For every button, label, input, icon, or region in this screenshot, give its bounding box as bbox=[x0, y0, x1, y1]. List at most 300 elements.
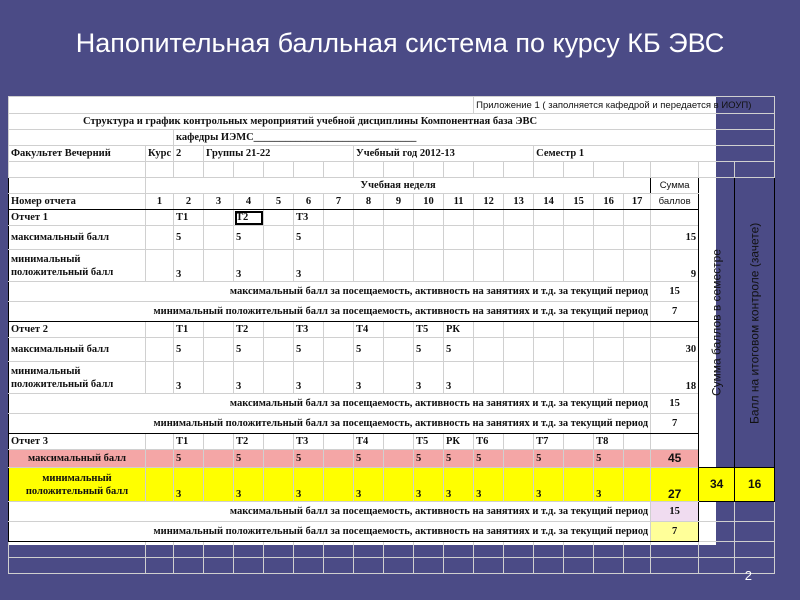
min-cell[interactable]: 3 bbox=[414, 362, 444, 394]
max-cell[interactable]: 5 bbox=[534, 450, 564, 468]
blank-cell[interactable] bbox=[444, 542, 474, 558]
max-cell[interactable] bbox=[146, 338, 174, 362]
min-cell[interactable] bbox=[474, 362, 504, 394]
blank-cell[interactable] bbox=[234, 542, 264, 558]
blank-cell[interactable] bbox=[294, 558, 324, 574]
min-cell[interactable]: 3 bbox=[354, 362, 384, 394]
report-number-header[interactable]: Номер отчета bbox=[9, 194, 146, 210]
task-cell[interactable] bbox=[384, 322, 414, 338]
task-cell[interactable] bbox=[594, 210, 624, 226]
max-cell[interactable]: 5 bbox=[414, 338, 444, 362]
min-cell[interactable] bbox=[594, 250, 624, 282]
max-cell[interactable]: 5 bbox=[174, 338, 204, 362]
max-cell[interactable] bbox=[564, 450, 594, 468]
min-cell[interactable]: 3 bbox=[294, 468, 324, 502]
groups-cell[interactable]: Группы 21-22 bbox=[204, 146, 354, 162]
max-cell[interactable]: 5 bbox=[174, 450, 204, 468]
task-cell[interactable]: Т3 bbox=[294, 434, 324, 450]
task-cell[interactable] bbox=[504, 434, 534, 450]
blank-cell[interactable] bbox=[594, 558, 624, 574]
blank-cell[interactable] bbox=[384, 558, 414, 574]
blank-cell[interactable] bbox=[264, 542, 294, 558]
max-cell[interactable] bbox=[384, 226, 414, 250]
max-cell[interactable] bbox=[534, 338, 564, 362]
min-cell[interactable] bbox=[384, 362, 414, 394]
min-sum[interactable]: 18 bbox=[651, 362, 699, 394]
task-cell[interactable] bbox=[624, 210, 651, 226]
table-row bbox=[9, 226, 775, 250]
cell[interactable] bbox=[204, 162, 234, 178]
task-cell[interactable] bbox=[146, 322, 174, 338]
max-label[interactable]: максимальный балл bbox=[9, 450, 146, 468]
task-cell[interactable]: Т2 bbox=[234, 210, 264, 226]
year-cell[interactable]: Учебный год 2012-13 bbox=[354, 146, 534, 162]
blank-cell[interactable] bbox=[234, 558, 264, 574]
min-cell[interactable] bbox=[324, 250, 354, 282]
course-value[interactable]: 2 bbox=[174, 146, 204, 162]
cell[interactable] bbox=[414, 162, 444, 178]
blank-cell[interactable] bbox=[204, 558, 234, 574]
task-cell[interactable]: РК bbox=[444, 322, 474, 338]
week-number[interactable]: 5 bbox=[264, 194, 294, 210]
task-cell[interactable] bbox=[384, 434, 414, 450]
task-cell[interactable] bbox=[204, 210, 234, 226]
task-cell[interactable] bbox=[594, 322, 624, 338]
week-number[interactable]: 8 bbox=[354, 194, 384, 210]
task-cell[interactable] bbox=[444, 210, 474, 226]
max-cell[interactable] bbox=[624, 450, 651, 468]
week-number[interactable]: 14 bbox=[534, 194, 564, 210]
final-header[interactable]: Балл на итоговом контроле (зачете) bbox=[735, 178, 775, 468]
min-label-line-2: положительный балл bbox=[11, 266, 114, 278]
max-cell[interactable]: 5 bbox=[414, 450, 444, 468]
min-cell[interactable] bbox=[384, 250, 414, 282]
min-cell[interactable]: 3 bbox=[234, 468, 264, 502]
week-number[interactable]: 7 bbox=[324, 194, 354, 210]
max-cell[interactable] bbox=[384, 338, 414, 362]
blank-cell[interactable] bbox=[564, 558, 594, 574]
max-cell[interactable]: 5 bbox=[354, 450, 384, 468]
cell[interactable] bbox=[9, 162, 146, 178]
blank-cell[interactable] bbox=[624, 558, 651, 574]
attendance-min-value[interactable]: 7 bbox=[651, 522, 699, 542]
cell[interactable] bbox=[624, 162, 651, 178]
min-cell[interactable] bbox=[504, 362, 534, 394]
week-number[interactable]: 16 bbox=[594, 194, 624, 210]
cell[interactable] bbox=[504, 162, 534, 178]
min-cell[interactable] bbox=[264, 468, 294, 502]
task-cell[interactable] bbox=[204, 322, 234, 338]
cell[interactable] bbox=[174, 162, 204, 178]
cell[interactable] bbox=[699, 162, 735, 178]
blank-cell[interactable] bbox=[414, 558, 444, 574]
min-cell[interactable]: 3 bbox=[594, 468, 624, 502]
max-cell[interactable] bbox=[474, 226, 504, 250]
blank-cell[interactable] bbox=[699, 542, 735, 558]
cell[interactable] bbox=[534, 162, 564, 178]
max-cell[interactable] bbox=[504, 450, 534, 468]
blank-cell[interactable] bbox=[534, 558, 564, 574]
task-cell[interactable]: Т4 bbox=[354, 434, 384, 450]
max-cell[interactable]: 5 bbox=[234, 226, 264, 250]
max-cell[interactable] bbox=[204, 450, 234, 468]
min-label-line-1: минимальный bbox=[11, 365, 81, 377]
blank-cell[interactable] bbox=[384, 542, 414, 558]
max-cell[interactable]: 5 bbox=[174, 226, 204, 250]
task-cell[interactable] bbox=[204, 434, 234, 450]
max-label[interactable]: максимальный балл bbox=[9, 226, 146, 250]
max-cell[interactable]: 5 bbox=[594, 450, 624, 468]
min-cell[interactable] bbox=[504, 468, 534, 502]
min-cell[interactable]: 3 bbox=[234, 362, 264, 394]
task-cell[interactable] bbox=[324, 210, 354, 226]
blank-cell[interactable] bbox=[699, 558, 735, 574]
max-cell[interactable] bbox=[444, 226, 474, 250]
blank-cell[interactable] bbox=[414, 542, 444, 558]
max-cell[interactable] bbox=[384, 450, 414, 468]
min-label-line-2: положительный балл bbox=[25, 485, 129, 497]
max-cell[interactable] bbox=[564, 338, 594, 362]
blank-cell[interactable] bbox=[146, 558, 174, 574]
cell[interactable] bbox=[324, 162, 354, 178]
max-cell[interactable]: 5 bbox=[474, 450, 504, 468]
cell[interactable] bbox=[474, 162, 504, 178]
min-cell[interactable] bbox=[354, 250, 384, 282]
blank-cell[interactable] bbox=[204, 542, 234, 558]
max-cell[interactable] bbox=[504, 338, 534, 362]
week-header[interactable]: Учебная неделя bbox=[146, 178, 651, 194]
min-cell[interactable]: 3 bbox=[174, 468, 204, 502]
blank-cell[interactable] bbox=[354, 558, 384, 574]
cell[interactable] bbox=[294, 162, 324, 178]
blank-cell[interactable] bbox=[504, 542, 534, 558]
min-cell[interactable] bbox=[146, 468, 174, 502]
table-row bbox=[9, 338, 775, 362]
cell[interactable] bbox=[651, 162, 699, 178]
max-cell[interactable] bbox=[564, 226, 594, 250]
task-cell[interactable] bbox=[324, 434, 354, 450]
max-cell[interactable] bbox=[146, 450, 174, 468]
min-cell[interactable]: 3 bbox=[444, 468, 474, 502]
week-number[interactable]: 10 bbox=[414, 194, 444, 210]
max-cell[interactable] bbox=[624, 338, 651, 362]
cell[interactable] bbox=[444, 162, 474, 178]
max-cell[interactable]: 5 bbox=[234, 450, 264, 468]
final-min[interactable]: 16 bbox=[735, 468, 775, 502]
blank-cell[interactable] bbox=[146, 542, 174, 558]
note-cell[interactable]: Приложение 1 ( заполняется кафедрой и передается в ИОУП) bbox=[474, 97, 775, 114]
spreadsheet bbox=[8, 96, 762, 545]
max-cell[interactable] bbox=[264, 226, 294, 250]
attendance-max-label[interactable]: максимальный балл за посещаемость, активность на занятиях и т.д. за текущий период bbox=[9, 394, 651, 414]
max-sum[interactable]: 45 bbox=[651, 450, 699, 468]
min-cell[interactable] bbox=[204, 362, 234, 394]
min-sum[interactable]: 9 bbox=[651, 250, 699, 282]
report-name[interactable]: Отчет 3 bbox=[9, 434, 146, 450]
task-cell[interactable] bbox=[264, 434, 294, 450]
min-cell[interactable] bbox=[534, 362, 564, 394]
table-row bbox=[9, 178, 775, 194]
min-cell[interactable] bbox=[564, 468, 594, 502]
semester-min[interactable]: 34 bbox=[699, 468, 735, 502]
min-cell[interactable] bbox=[384, 468, 414, 502]
min-cell[interactable]: 3 bbox=[234, 250, 264, 282]
task-cell[interactable] bbox=[534, 322, 564, 338]
attendance-min-value[interactable]: 7 bbox=[651, 302, 699, 322]
sum-header[interactable]: Сумма bbox=[651, 178, 699, 194]
min-label[interactable] bbox=[9, 250, 146, 282]
blank-cell[interactable] bbox=[699, 522, 735, 542]
max-cell[interactable] bbox=[414, 226, 444, 250]
max-cell[interactable] bbox=[324, 450, 354, 468]
blank-cell[interactable] bbox=[294, 542, 324, 558]
max-cell[interactable]: 5 bbox=[294, 450, 324, 468]
task-cell[interactable]: Т2 bbox=[234, 434, 264, 450]
blank-cell[interactable] bbox=[564, 542, 594, 558]
min-cell[interactable]: 3 bbox=[474, 468, 504, 502]
task-cell[interactable] bbox=[354, 210, 384, 226]
max-cell[interactable] bbox=[264, 450, 294, 468]
attendance-min-label[interactable]: минимальный положительный балл за посещаемость, активность на занятиях и т.д. за текущий период bbox=[9, 414, 651, 434]
min-cell[interactable] bbox=[204, 250, 234, 282]
report-name[interactable]: Отчет 1 bbox=[9, 210, 146, 226]
blank-cell[interactable] bbox=[474, 542, 504, 558]
table-row bbox=[9, 558, 775, 574]
table-row bbox=[9, 282, 775, 302]
max-cell[interactable]: 5 bbox=[294, 226, 324, 250]
max-sum[interactable]: 15 bbox=[651, 226, 699, 250]
cell[interactable] bbox=[594, 162, 624, 178]
blank-cell[interactable] bbox=[651, 558, 699, 574]
week-number[interactable]: 12 bbox=[474, 194, 504, 210]
max-cell[interactable] bbox=[594, 338, 624, 362]
min-cell[interactable] bbox=[624, 362, 651, 394]
task-cell[interactable]: Т6 bbox=[474, 434, 504, 450]
attendance-min-label[interactable]: минимальный положительный балл за посещаемость, активность на занятиях и т.д. за текущий период bbox=[9, 302, 651, 322]
blank-cell[interactable] bbox=[324, 558, 354, 574]
attendance-max-value[interactable]: 15 bbox=[651, 502, 699, 522]
table-row bbox=[9, 97, 775, 114]
min-label[interactable] bbox=[9, 362, 146, 394]
blank-cell[interactable] bbox=[9, 558, 146, 574]
min-cell[interactable] bbox=[564, 250, 594, 282]
max-cell[interactable] bbox=[474, 338, 504, 362]
task-cell[interactable] bbox=[564, 210, 594, 226]
min-cell[interactable]: 3 bbox=[294, 250, 324, 282]
max-cell[interactable]: 5 bbox=[444, 338, 474, 362]
semester-sum-header[interactable]: Сумма баллов в семестре bbox=[699, 178, 735, 468]
max-cell[interactable]: 5 bbox=[294, 338, 324, 362]
attendance-max-value[interactable]: 15 bbox=[651, 394, 699, 414]
week-number[interactable]: 9 bbox=[384, 194, 414, 210]
task-cell[interactable]: Т3 bbox=[294, 210, 324, 226]
task-cell[interactable]: Т7 bbox=[534, 434, 564, 450]
task-cell[interactable]: РК bbox=[444, 434, 474, 450]
min-cell[interactable]: 3 bbox=[174, 250, 204, 282]
blank-cell[interactable] bbox=[474, 558, 504, 574]
min-cell[interactable] bbox=[414, 250, 444, 282]
min-cell[interactable] bbox=[264, 362, 294, 394]
cell[interactable] bbox=[354, 162, 384, 178]
max-cell[interactable] bbox=[324, 226, 354, 250]
blank-cell[interactable] bbox=[174, 542, 204, 558]
min-cell[interactable] bbox=[324, 362, 354, 394]
min-cell[interactable]: 3 bbox=[534, 468, 564, 502]
blank-cell[interactable] bbox=[735, 542, 775, 558]
task-cell[interactable]: Т1 bbox=[174, 210, 204, 226]
blank-cell[interactable] bbox=[735, 558, 775, 574]
week-number[interactable]: 11 bbox=[444, 194, 474, 210]
week-number[interactable]: 1 bbox=[146, 194, 174, 210]
week-number[interactable]: 6 bbox=[294, 194, 324, 210]
attendance-max-value[interactable]: 15 bbox=[651, 282, 699, 302]
blank-cell[interactable] bbox=[354, 542, 384, 558]
max-cell[interactable]: 5 bbox=[234, 338, 264, 362]
blank-cell[interactable] bbox=[174, 558, 204, 574]
task-cell[interactable] bbox=[414, 210, 444, 226]
structure-title[interactable]: Структура и график контрольных мероприятий учебной дисциплины Компонентная база ЭВС bbox=[9, 114, 775, 130]
week-number[interactable]: 15 bbox=[564, 194, 594, 210]
max-cell[interactable]: 5 bbox=[354, 338, 384, 362]
min-cell[interactable] bbox=[474, 250, 504, 282]
min-cell[interactable]: 3 bbox=[294, 362, 324, 394]
min-sum[interactable]: 27 bbox=[651, 468, 699, 502]
min-cell[interactable] bbox=[204, 468, 234, 502]
max-cell[interactable] bbox=[534, 226, 564, 250]
cell[interactable] bbox=[384, 162, 414, 178]
task-cell[interactable]: Т1 bbox=[174, 322, 204, 338]
max-cell[interactable] bbox=[504, 226, 534, 250]
min-cell[interactable]: 3 bbox=[414, 468, 444, 502]
min-cell[interactable]: 3 bbox=[354, 468, 384, 502]
attendance-max-label[interactable]: максимальный балл за посещаемость, активность на занятиях и т.д. за текущий период bbox=[9, 282, 651, 302]
max-cell[interactable] bbox=[204, 226, 234, 250]
cell[interactable] bbox=[651, 322, 699, 338]
task-cell[interactable]: Т3 bbox=[294, 322, 324, 338]
cell[interactable] bbox=[9, 178, 146, 194]
min-cell[interactable]: 3 bbox=[174, 362, 204, 394]
cell[interactable] bbox=[651, 434, 699, 450]
max-cell[interactable] bbox=[354, 226, 384, 250]
table-row bbox=[9, 302, 775, 322]
course-label[interactable]: Курс bbox=[146, 146, 174, 162]
max-cell[interactable] bbox=[624, 226, 651, 250]
blank-cell[interactable] bbox=[324, 542, 354, 558]
min-cell[interactable] bbox=[146, 250, 174, 282]
cell[interactable] bbox=[9, 97, 474, 114]
min-cell[interactable] bbox=[624, 468, 651, 502]
max-cell[interactable] bbox=[264, 338, 294, 362]
task-cell[interactable] bbox=[264, 210, 294, 226]
task-cell[interactable]: Т5 bbox=[414, 434, 444, 450]
blank-cell[interactable] bbox=[651, 542, 699, 558]
week-number[interactable]: 4 bbox=[234, 194, 264, 210]
min-cell[interactable] bbox=[594, 362, 624, 394]
task-cell[interactable]: Т8 bbox=[594, 434, 624, 450]
sum-header-2[interactable]: баллов bbox=[651, 194, 699, 210]
cell[interactable] bbox=[651, 210, 699, 226]
attendance-min-value[interactable]: 7 bbox=[651, 414, 699, 434]
task-cell[interactable] bbox=[624, 434, 651, 450]
task-cell[interactable] bbox=[384, 210, 414, 226]
task-cell[interactable] bbox=[504, 322, 534, 338]
max-cell[interactable] bbox=[594, 226, 624, 250]
cell[interactable] bbox=[234, 162, 264, 178]
blank-cell[interactable] bbox=[735, 522, 775, 542]
task-cell[interactable] bbox=[264, 322, 294, 338]
blank-cell[interactable] bbox=[264, 558, 294, 574]
blank-cell[interactable] bbox=[624, 542, 651, 558]
task-cell[interactable]: Т5 bbox=[414, 322, 444, 338]
cell[interactable] bbox=[564, 162, 594, 178]
cell[interactable] bbox=[735, 162, 775, 178]
blank-cell[interactable] bbox=[594, 542, 624, 558]
blank-cell[interactable] bbox=[699, 502, 735, 522]
max-sum[interactable]: 30 bbox=[651, 338, 699, 362]
task-cell[interactable] bbox=[504, 210, 534, 226]
min-cell[interactable] bbox=[504, 250, 534, 282]
task-cell[interactable] bbox=[624, 322, 651, 338]
task-cell[interactable] bbox=[564, 322, 594, 338]
blank-cell[interactable] bbox=[504, 558, 534, 574]
blank-cell[interactable] bbox=[444, 558, 474, 574]
min-cell[interactable] bbox=[146, 362, 174, 394]
min-cell[interactable] bbox=[534, 250, 564, 282]
max-label[interactable]: максимальный балл bbox=[9, 338, 146, 362]
min-cell[interactable]: 3 bbox=[444, 362, 474, 394]
task-cell[interactable]: Т4 bbox=[354, 322, 384, 338]
max-cell[interactable] bbox=[324, 338, 354, 362]
max-cell[interactable] bbox=[204, 338, 234, 362]
semester-cell[interactable]: Семестр 1 bbox=[534, 146, 775, 162]
week-number[interactable]: 17 bbox=[624, 194, 651, 210]
cell[interactable] bbox=[146, 162, 174, 178]
min-cell[interactable] bbox=[264, 250, 294, 282]
max-cell[interactable] bbox=[146, 226, 174, 250]
table-row bbox=[9, 130, 775, 146]
blank-cell[interactable] bbox=[534, 542, 564, 558]
attendance-min-label[interactable]: минимальный положительный балл за посещаемость, активность на занятиях и т.д. за текущий период bbox=[9, 522, 651, 542]
week-number[interactable]: 13 bbox=[504, 194, 534, 210]
min-cell[interactable] bbox=[624, 250, 651, 282]
task-cell[interactable] bbox=[324, 322, 354, 338]
task-cell[interactable] bbox=[146, 434, 174, 450]
task-cell[interactable]: Т2 bbox=[234, 322, 264, 338]
week-number[interactable]: 3 bbox=[204, 194, 234, 210]
min-label[interactable] bbox=[9, 468, 146, 502]
task-cell[interactable] bbox=[474, 210, 504, 226]
cell[interactable] bbox=[264, 162, 294, 178]
task-cell[interactable] bbox=[564, 434, 594, 450]
task-cell[interactable] bbox=[534, 210, 564, 226]
max-cell[interactable]: 5 bbox=[444, 450, 474, 468]
blank-cell[interactable] bbox=[735, 502, 775, 522]
blank-cell[interactable] bbox=[9, 542, 146, 558]
week-number[interactable]: 2 bbox=[174, 194, 204, 210]
page-number: 2 bbox=[744, 568, 752, 583]
min-cell[interactable] bbox=[324, 468, 354, 502]
faculty-cell[interactable]: Факультет Вечерний bbox=[9, 146, 146, 162]
attendance-max-label[interactable]: максимальный балл за посещаемость, активность на занятиях и т.д. за текущий период bbox=[9, 502, 651, 522]
report-name[interactable]: Отчет 2 bbox=[9, 322, 146, 338]
min-cell[interactable] bbox=[564, 362, 594, 394]
task-cell[interactable]: Т1 bbox=[174, 434, 204, 450]
department-cell[interactable]: кафедры ИЭМС_______________________________ bbox=[174, 130, 775, 146]
task-cell[interactable] bbox=[474, 322, 504, 338]
cell[interactable] bbox=[9, 130, 174, 146]
min-cell[interactable] bbox=[444, 250, 474, 282]
task-cell[interactable] bbox=[146, 210, 174, 226]
